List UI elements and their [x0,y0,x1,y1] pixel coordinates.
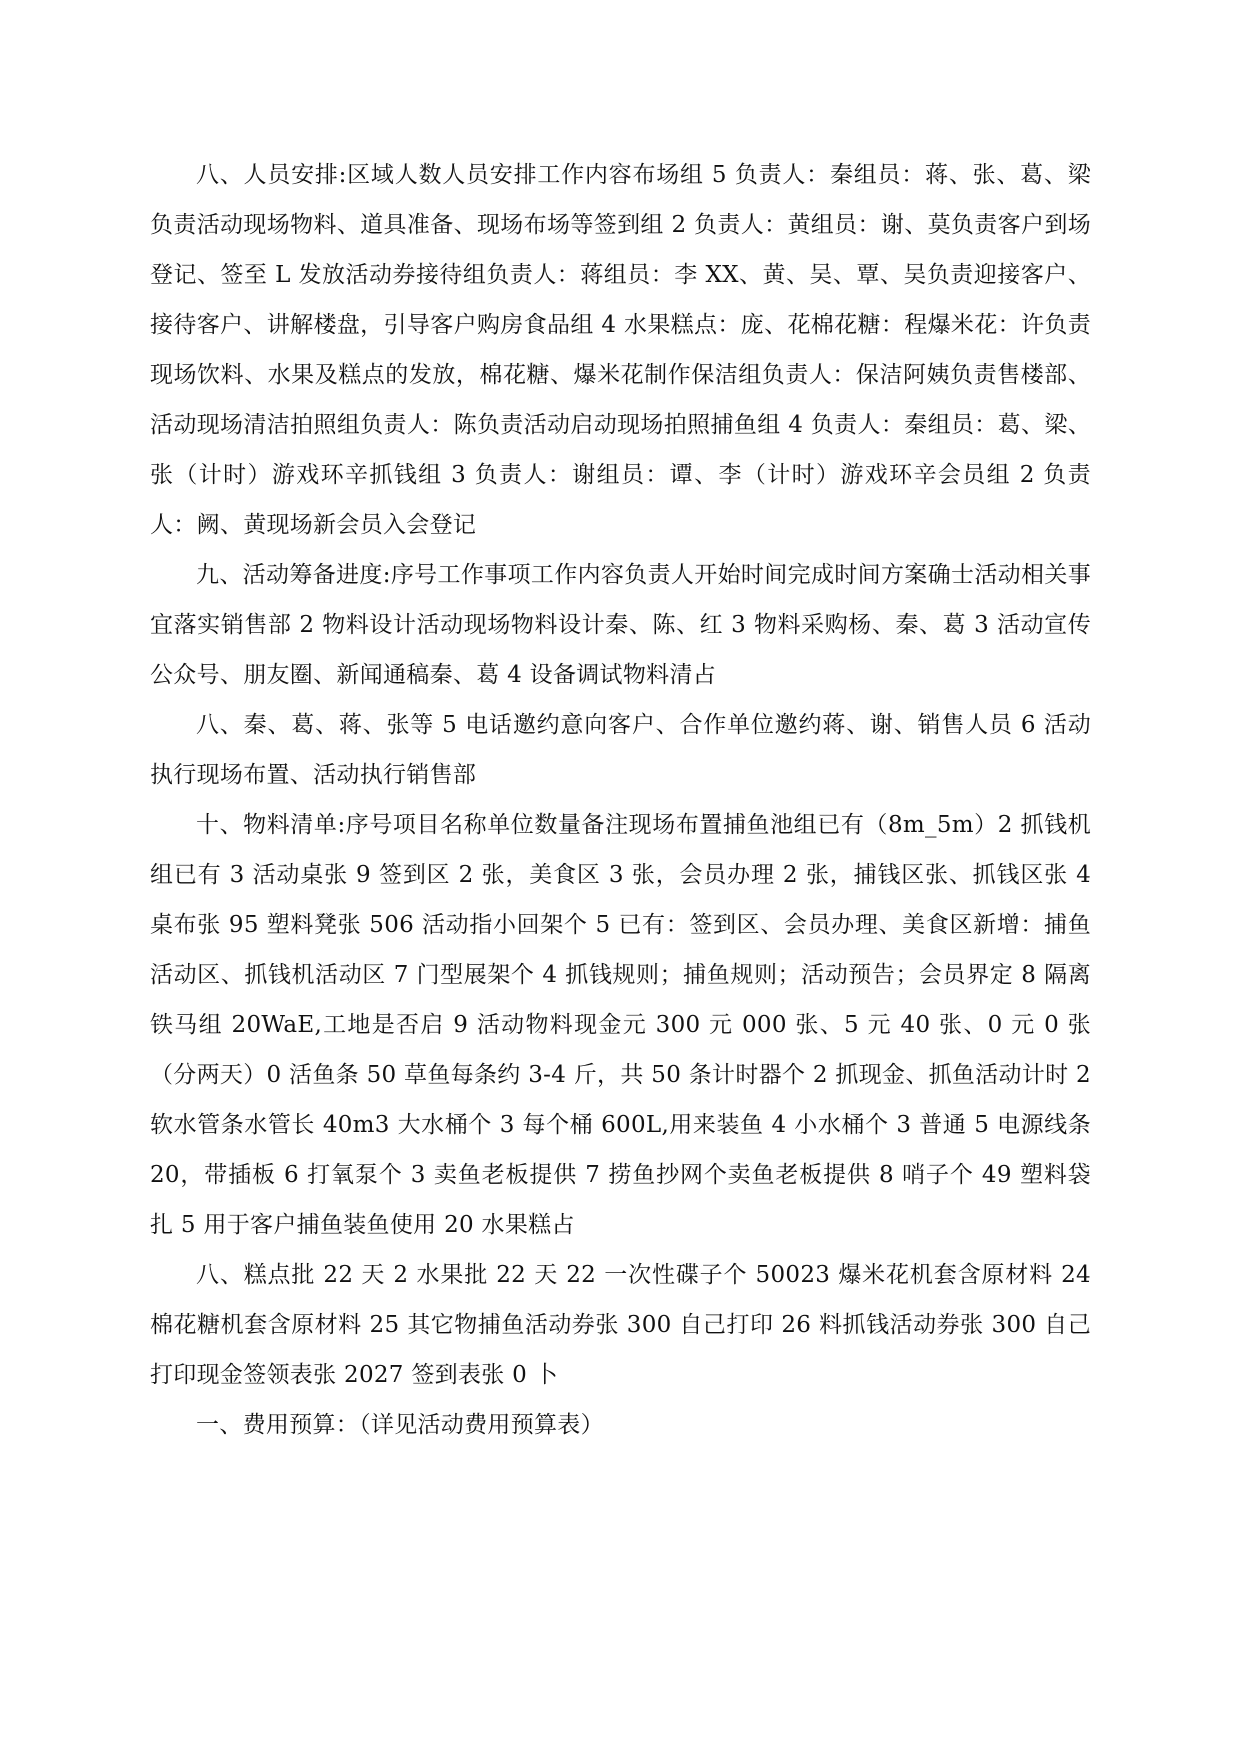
section-materials-list-paragraph: 十、物料清单:序号项目名称单位数量备注现场布置捕鱼池组已有（8m_5m）2 抓钱机组已有 3 活动桌张 9 签到区 2 张，美食区 3 张，会员办理 2 张，捕钱区张、抓钱区张 4 桌布张 95 塑料凳张 506 活动指小回架个 5 已有：签到区、会员办理、美食区新增：捕鱼活动区、抓钱机活动区 7 门型展架个 4 抓钱规则；捕鱼规则；活动预告；会员界定 8 隔离铁马组 20WaE,工地是否启 9 活动物料现金元 300 元 000 张、5 元 40 张、0 元 0 张（分两天）0 活鱼条 50 草鱼每条约 3-4 斤，共 50 条计时器个 2 抓现金、抓鱼活动计时 2 软水管条水管长 40m3 大水桶个 3 每个桶 600L,用来装鱼 4 小水桶个 3 普通 5 电源线条 20，带插板 6 打氧泵个 3 卖鱼老板提供 7 捞鱼抄网个卖鱼老板提供 8 哨子个 49 塑料袋扎 5 用于客户捕鱼装鱼使用 20 水果糕占 [150,812,1091,1238]
section-preparation-progress-paragraph: 九、活动筹备进度:序号工作事项工作内容负责人开始时间完成时间方案确士活动相关事宜落实销售部 2 物料设计活动现场物料设计秦、陈、红 3 物料采购杨、秦、葛 3 活动宣传公众号、朋友圈、新闻通稿秦、葛 4 设备调试物料清占 [150,562,1091,688]
document-body [150,150,1091,1450]
section-staffing-paragraph: 八、人员安排:区域人数人员安排工作内容布场组 5 负责人：秦组员：蒋、张、葛、梁负责活动现场物料、道具准备、现场布场等签到组 2 负责人：黄组员：谢、莫负责客户到场登记、签至 L 发放活动券接待组负责人：蒋组员：李 XX、黄、吴、覃、吴负责迎接客户、接待客户、讲解楼盘，引导客户购房食品组 4 水果糕点：庞、花棉花糖：程爆米花：许负责现场饮料、水果及糕点的发放，棉花糖、爆米花制作保洁组负责人：保洁阿姨负责售楼部、活动现场清洁拍照组负责人：陈负责活动启动现场拍照捕鱼组 4 负责人：秦组员：葛、梁、张（计时）游戏环辛抓钱组 3 负责人：谢组员：谭、李（计时）游戏环辛会员组 2 负责人：阙、黄现场新会员入会登记 [150,162,1091,538]
section-invitation-paragraph: 八、秦、葛、蒋、张等 5 电话邀约意向客户、合作单位邀约蒋、谢、销售人员 6 活动执行现场布置、活动执行销售部 [150,712,1091,788]
section-budget-paragraph: 一、费用预算：（详见活动费用预算表） [196,1412,604,1438]
section-food-supplies-paragraph: 八、糕点批 22 天 2 水果批 22 天 22 一次性碟子个 50023 爆米花机套含原材料 24 棉花糖机套含原材料 25 其它物捕鱼活动券张 300 自己打印 26 料抓钱活动券张 300 自己打印现金签领表张 2027 签到表张 0 卜 [150,1262,1091,1388]
